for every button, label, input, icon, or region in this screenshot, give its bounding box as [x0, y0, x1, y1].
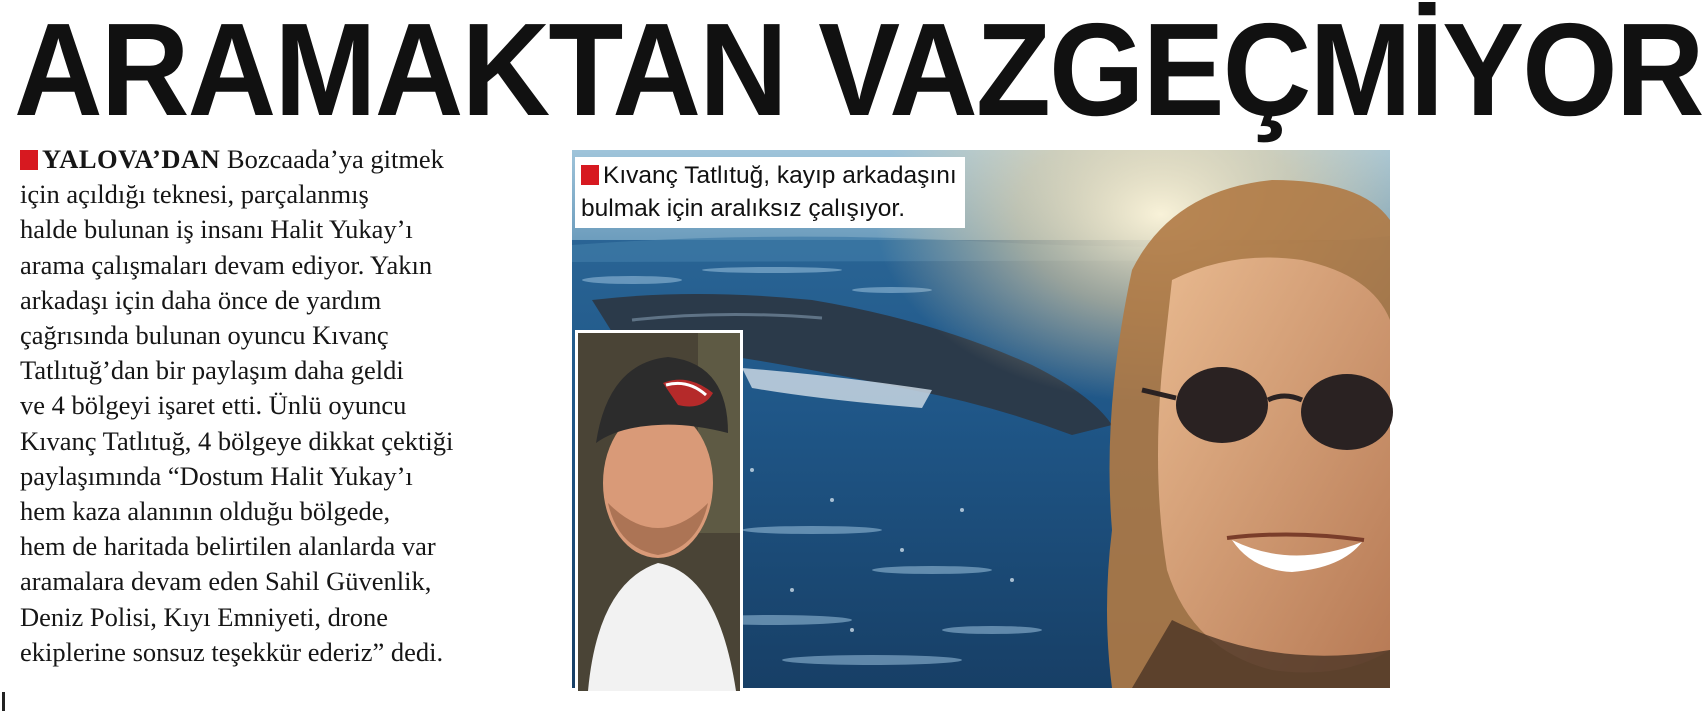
article-line: Tatlıtuğ’dan bir paylaşım daha geldi	[20, 355, 404, 386]
text-cursor-mark	[2, 692, 5, 711]
caption-line-1	[581, 159, 957, 192]
article-line: Kıvanç Tatlıtuğ, 4 bölgeye dikkat çektiği	[20, 425, 454, 456]
article-line: çağrısında bulunan oyuncu Kıvanç	[20, 320, 389, 351]
inset-portrait-photo	[575, 330, 743, 694]
article-first-line-text: Bozcaada’ya gitmek	[220, 144, 444, 174]
article-line: arama çalışmaları devam ediyor. Yakın	[20, 249, 433, 280]
photo-caption	[575, 157, 965, 228]
article-line: Deniz Polisi, Kıyı Emniyeti, drone	[20, 601, 389, 632]
red-square-bullet-icon	[20, 150, 38, 170]
article-line: aramalara devam eden Sahil Güvenlik,	[20, 566, 432, 597]
article-line: paylaşımında “Dostum Halit Yukay’ı	[20, 460, 413, 491]
article-line: ve 4 bölgeyi işaret etti. Ünlü oyuncu	[20, 390, 407, 421]
article-line: arkadaşı için daha önce de yardım	[20, 284, 382, 315]
caption-line-2: bulmak için aralıksız çalışıyor.	[581, 195, 906, 222]
article-line: hem de haritada belirtilen alanlarda var	[20, 531, 436, 562]
article-body	[20, 142, 568, 670]
article-line: ekiplerine sonsuz teşekkür ederiz” dedi.	[20, 636, 444, 667]
caption-text-1: Kıvanç Tatlıtuğ, kayıp arkadaşını	[603, 162, 957, 189]
article-line: hem kaza alanının olduğu bölgede,	[20, 496, 391, 527]
article-first-line	[20, 142, 568, 177]
article-line: için açıldığı teknesi, parçalanmış	[20, 179, 369, 210]
red-square-bullet-icon	[581, 165, 599, 185]
article-line: halde bulunan iş insanı Halit Yukay’ı	[20, 214, 413, 245]
headline: ARAMAKTAN VAZGEÇMİYOR	[14, 0, 1703, 143]
article-lead: YALOVA’DAN	[42, 144, 221, 174]
